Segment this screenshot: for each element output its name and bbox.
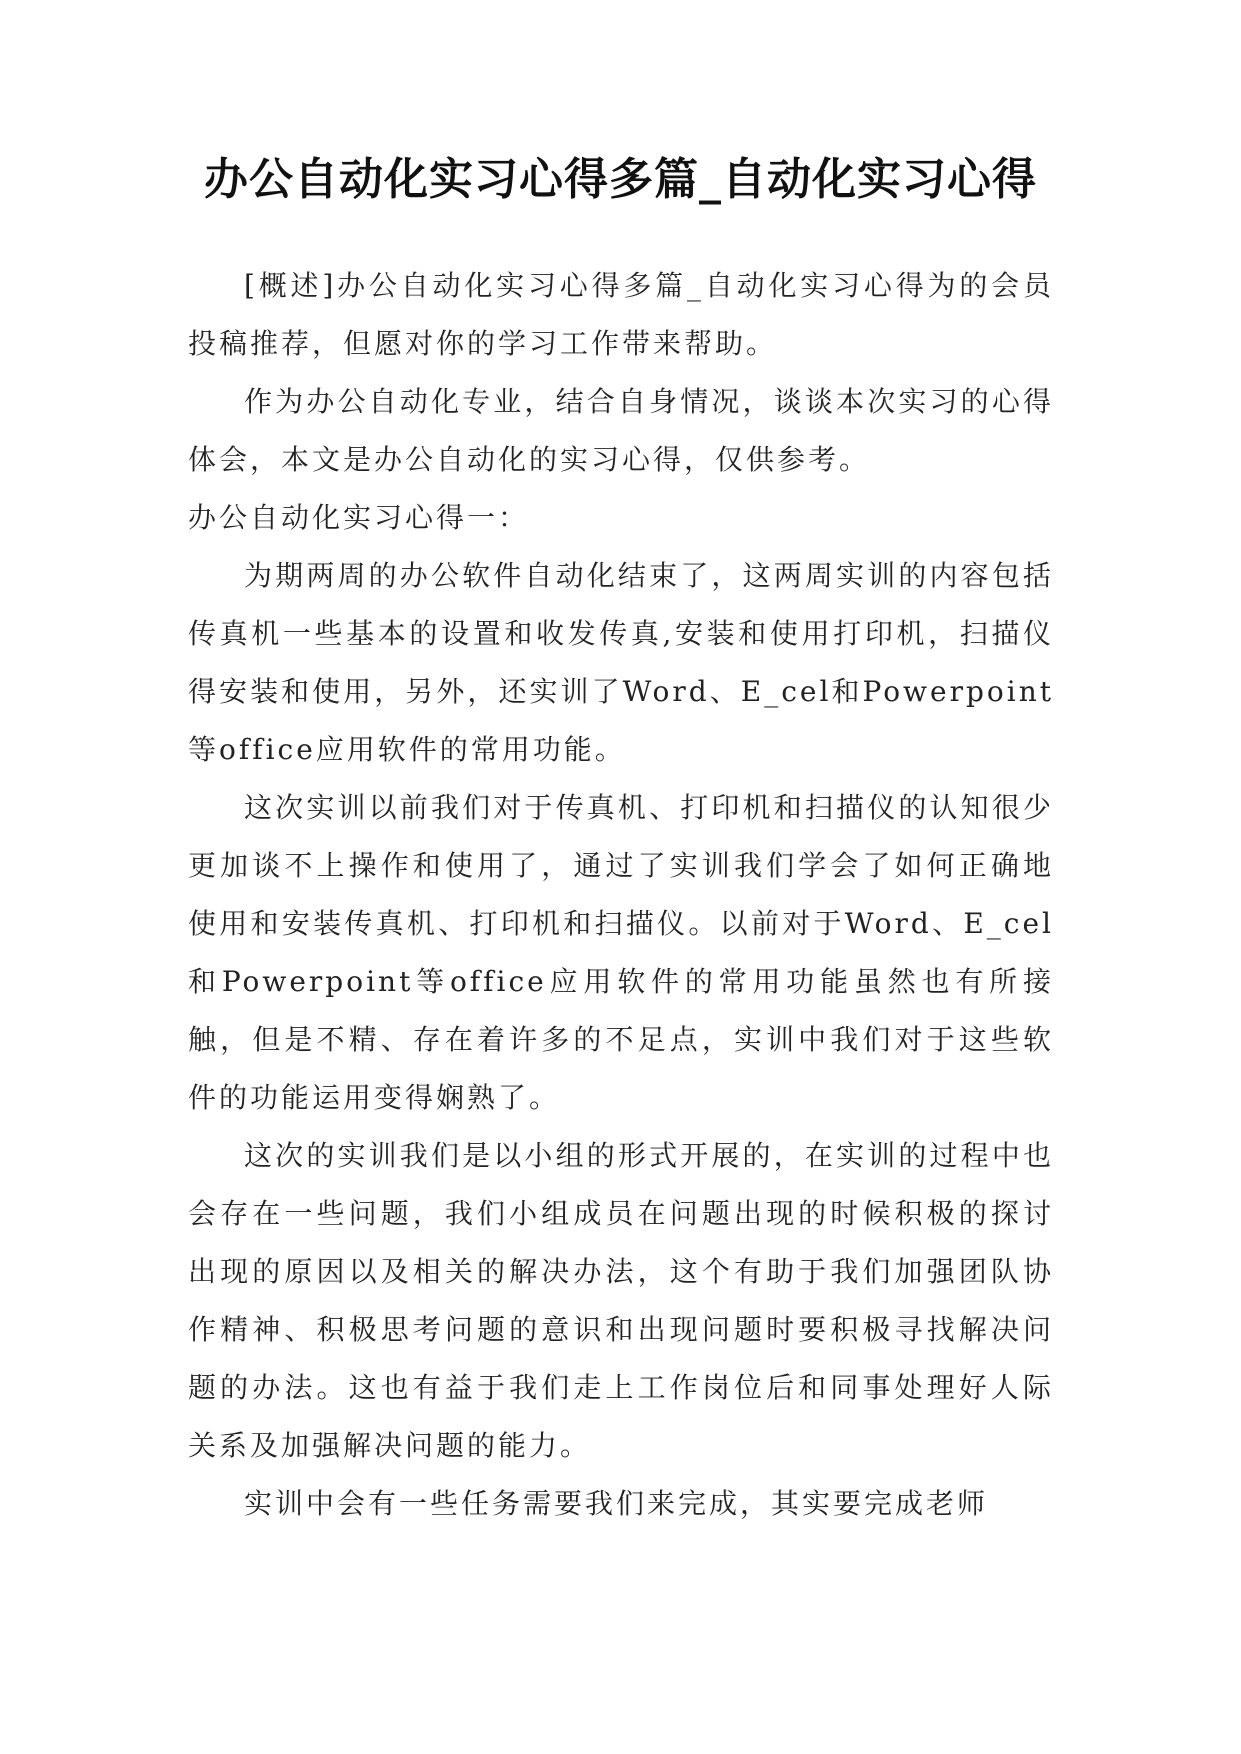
- section-heading: 办公自动化实习心得一：: [188, 501, 530, 534]
- paragraph-summary: [概述]办公自动化实习心得多篇_自动化实习心得为的会员投稿推荐，但愿对你的学习工作带来帮助。: [188, 269, 1054, 360]
- document-body: [188, 257, 1054, 1533]
- paragraph: 这次实训以前我们对于传真机、打印机和扫描仪的认知很少更加谈不上操作和使用了，通过了实训我们学会了如何正确地使用和安装传真机、打印机和扫描仪。以前对于Word、E_cel和Powerpoint等office应用软件的常用功能虽然也有所接触，但是不精、存在着许多的不足点，实训中我们对于这些软件的功能运用变得娴熟了。: [188, 791, 1054, 1114]
- paragraph-intro: 作为办公自动化专业，结合自身情况，谈谈本次实习的心得体会，本文是办公自动化的实习心得，仅供参考。: [188, 385, 1054, 476]
- paragraph: 为期两周的办公软件自动化结束了，这两周实训的内容包括传真机一些基本的设置和收发传真,安装和使用打印机，扫描仪得安装和使用，另外，还实训了Word、E_cel和Powerpoint等office应用软件的常用功能。: [188, 559, 1054, 766]
- paragraph: 实训中会有一些任务需要我们来完成，其实要完成老师: [244, 1487, 989, 1520]
- paragraph: 这次的实训我们是以小组的形式开展的，在实训的过程中也会存在一些问题，我们小组成员在问题出现的时候积极的探讨出现的原因以及相关的解决办法，这个有助于我们加强团队协作精神、积极思考问题的意识和出现问题时要积极寻找解决问题的办法。这也有益于我们走上工作岗位后和同事处理好人际关系及加强解决问题的能力。: [188, 1139, 1054, 1462]
- document-title: 办公自动化实习心得多篇_自动化实习心得: [204, 154, 1037, 205]
